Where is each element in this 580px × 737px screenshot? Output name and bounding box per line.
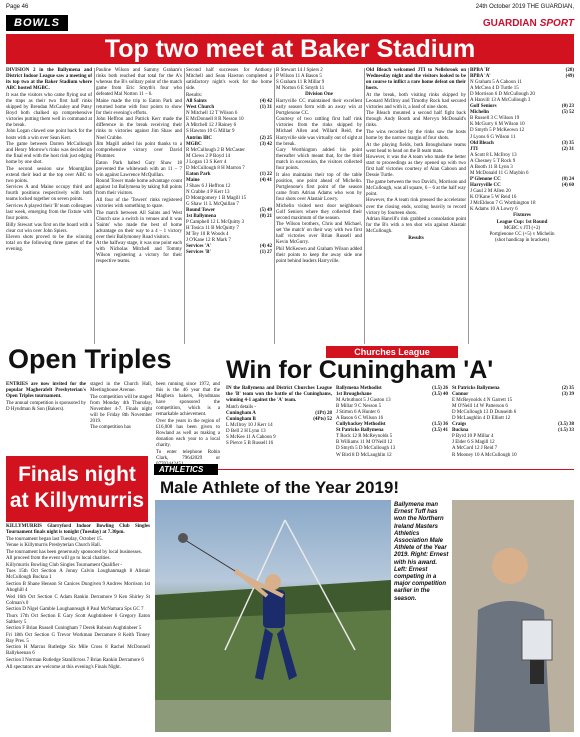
article-paragraph: Services A and Maine occupy third and fourth positions respectively with both teams locked together on seven points.	[6, 185, 92, 203]
article-paragraph: Gary Worthington added his point thereafter which meant that, for the third match in succession, the visitors collected four points.	[276, 148, 362, 172]
column-rule	[94, 68, 95, 344]
fixtures-label: Fixtures	[513, 213, 531, 219]
rink-score-line: A Scott 8 L McIlroy 13	[470, 152, 517, 158]
article-paragraph: To enter telephone Robin Clark, 79642029 or	[156, 449, 220, 461]
brand-sport: SPORT	[539, 17, 574, 29]
article-paragraph: Section D Nigel Gamble Loughanreagh 8 Paul McNamara Sps GC 7	[6, 607, 144, 613]
rink-score-line: D Montgomery 1 B Magill 15	[186, 195, 247, 201]
fixture-line: (shot handicap in brackets)	[494, 238, 549, 244]
article-paragraph: Courtesy of two rattling first half rink victories from the rinks skipped by Michael Allen and Willard Reid, the Harryville side was virtually out of sight at the break.	[276, 117, 362, 147]
headline-top-two: Top two meet at Baker Stadium	[6, 34, 574, 64]
team-score: (2) 31	[561, 146, 574, 152]
team-name: BPBA 'A'	[470, 74, 491, 80]
rink-score-line: G Shaw 11 L McQuillan 7	[186, 202, 239, 208]
rink-score-line: B Stewart 14 J Spiers 2	[276, 68, 323, 73]
article-paragraph: Phil McKeown and Graham Wilson added their points to keep the away side one point behind leaders Harryville.	[276, 246, 362, 264]
article-paragraph: Eleven shots proved to be the winning total on the following three games of the evening.	[6, 235, 92, 253]
masthead-brand	[483, 18, 574, 29]
article-paragraph: At the break, both visiting rinks skipped by Leonard McIlroy and Timothy Rock had secured victories and with it, a lead of nine shots.	[366, 92, 466, 110]
results-label: Results:	[186, 92, 203, 98]
headline-male-athlete: Male Athlete of the Year 2019!	[160, 478, 400, 497]
photo-caption: Ballymena man Ernest Tuff has won the Northern Ireland Masters Athletics Association Male Athlete of the Year 2019. Right: Ernest with his award. Left: Ernest competing in a major competition earlier in the season.	[394, 502, 449, 602]
rink-score-line: J Elder 6 S Magill 12	[452, 440, 495, 446]
rink-score-line: J Logan 13 S Kerr 4	[186, 159, 227, 165]
team-name: St Patricks Ballymena	[336, 428, 384, 434]
team-score: (1) 27	[259, 250, 272, 256]
article-paragraph: The game between Darren McCullough and Henry Morrow's rinks was decided on the final end with the host rink just edging home by one shot.	[6, 142, 92, 166]
team-score: (3.5) 41	[432, 428, 448, 434]
rink-score-line: J Gaul 2 M Allen 20	[470, 188, 511, 194]
team-name: St Patricks Ballymena	[452, 386, 500, 391]
issue-date: 24th October 2019 THE GUARDIAN,	[475, 4, 574, 10]
article-paragraph: All proceed from the event will go to local charities.	[6, 556, 111, 562]
team-name: All Saints	[186, 99, 207, 105]
article-paragraph: Second half successes for Anthony Mitchell and Sean Hawton completed a satisfactory night's work for the home side.	[186, 68, 272, 92]
article-paragraph: The tournament began last Tuesday, October 15.	[6, 536, 103, 542]
rink-score-line: J O'Kane 12 R Mark 7	[186, 238, 231, 244]
article-col-1	[6, 68, 92, 344]
team-score: (3) 39	[561, 392, 574, 398]
team-score: (1) 31	[259, 105, 272, 111]
article-paragraph: Jim Magill added his point thanks to a comprehensive victory over David Plummer.	[96, 142, 182, 160]
rink-score-line: D Smyth 5 D McCullough 13	[336, 446, 396, 452]
team-name: Cuningham B	[226, 417, 256, 423]
rink-score-line: K Adams 10 A Lowry 6	[470, 207, 518, 213]
column-rule	[468, 68, 469, 344]
rink-score-line: A Chesney 5 T Rock 9	[470, 158, 516, 164]
rink-score-line: D McCullough 13 D Dunseith 6	[452, 410, 517, 416]
result-team-row	[186, 250, 272, 256]
article-paragraph: Billy Stewart was first on the board with a clear cut win over John Spiers.	[6, 222, 92, 234]
rink-score-line: A McCrea 4 D Turtle 15	[470, 86, 519, 92]
rink-score-line: D Morrison 6 D McCullough 20	[470, 92, 535, 98]
team-score: (28)	[565, 68, 574, 73]
article-paragraph: DIVISION 2 in the Ballymena and District Indoor League saw a meeting of its top two at the Baker Stadium where ABC hosted MGBC.	[6, 68, 92, 92]
rink-score-line: A McCord 12 J Reid 7	[452, 446, 498, 452]
rink-score-line: M O'Neill 14 W Patterson 6	[452, 404, 508, 410]
team-name: Antrim IBC	[186, 135, 212, 141]
article-col-4	[276, 68, 362, 344]
team-score: (1) 22	[259, 171, 272, 177]
team-name: Buckna	[452, 428, 469, 434]
article-paragraph: All four of the 'Towers' rinks registered victories with something to spare.	[96, 197, 182, 210]
article-paragraph: Section H Marcus Rutledge Six Mile Cross 8 Rachel McDonnell Ballykeenan 6	[6, 645, 150, 657]
article-paragraph: Over the years in the region of £16,000 has been given to Rowland as well as making a donation each year to a local charity.	[156, 418, 220, 448]
article-col-3-results	[186, 68, 272, 344]
page-number: Page 46	[6, 4, 29, 10]
team-name: Connor	[452, 392, 469, 398]
team-score: (5) 49	[259, 208, 272, 214]
team-name: West Church	[186, 105, 215, 111]
article-paragraph: John Heffron and Patrick Kerr made the difference in the break receiving their rinks to victories against Jim Shaw and Noel Crabbe.	[96, 117, 182, 141]
team-name: Services 'B'	[186, 250, 211, 256]
rink-score-line: S Graham 11 R Millar 9	[276, 80, 325, 86]
article-col-5	[366, 68, 466, 344]
rink-score-line: N Mitchell 12 T Wilson 6	[186, 111, 238, 117]
article-paragraph: Tues 15th Oct Section A Jonny Calvin Loughanmagh 8 Alistair McCullough Buckna 1	[6, 569, 150, 581]
team-name: Harryville CC	[470, 182, 501, 188]
team-score: (4) 42	[259, 99, 272, 105]
rink-score-line: R Mooney 10 A McCullough 10	[452, 452, 517, 458]
team-score: (0) 23	[561, 104, 574, 110]
rink-score-line: S Pierce 5 B Russell 16	[226, 441, 274, 447]
article-paragraph: Pauline Wilson and Sammy Graham's rinks both reached that total for the A's whereas the B's solitary point of the match game from Eric Smyth's four who defeated Mal Norton 11 – 6.	[96, 68, 182, 98]
headline-win-for-cuningham: Win for Cuningham 'A'	[226, 356, 494, 384]
team-name: Cuningham A	[226, 411, 256, 417]
rink-score-line: D Bell 2 H Lynn 13	[226, 429, 266, 435]
article-paragraph: been running since 1972, and this is the 46 year that the Maghera bakers, Hyndmans have sponsored the competition, which is a remarkable achievement.	[156, 382, 220, 418]
team-score: (4) 60	[561, 182, 574, 188]
results-label: Results	[408, 235, 424, 241]
team-name: Eaton Park	[186, 171, 211, 177]
article-paragraph: Services A played their 'B' team colleagues last week, emerging from the fixture with four points.	[6, 204, 92, 222]
rink-score-line: D McLaughlin 4 D Elliott 12	[452, 416, 511, 422]
team-name: 1st Ballymena	[186, 214, 217, 220]
rink-score-line: A Booth 11 B Lynn 3	[470, 164, 513, 170]
open-triples-col-2	[90, 382, 152, 454]
team-name: MGBC	[186, 141, 202, 147]
article-col-6-results	[470, 68, 574, 344]
article-paragraph: The match between All Saints and West Church saw a switch in venues and it was 'Saints' who made the best of home advantage on their way to a 4 – 1 victory over their Ballymoney Road visitors.	[96, 210, 182, 240]
article-paragraph: KILLYMURRIS Glarryford Indoor Bowling Club Singles Tournament finals night is tonight (Tuesday) at 7.30pm.	[6, 524, 150, 536]
team-score: (3) 42	[259, 141, 272, 147]
page-header	[6, 2, 574, 12]
team-name: Ballymena Methodist	[336, 386, 382, 391]
rink-score-line: J Shaw 6 J Heffron 12	[186, 183, 231, 189]
division-heading: Division One	[305, 92, 333, 98]
team-score: (4) 42	[259, 244, 272, 250]
team-name: Old Bleach	[470, 140, 494, 146]
churches-col-2	[336, 386, 448, 462]
rink-score-line: J Stirton 6 A Hunter 6	[336, 410, 380, 416]
churches-col-1	[226, 386, 332, 462]
team-name: Michelin	[470, 110, 489, 116]
rink-score-line: K O'Kane 5 W Reid 16	[470, 194, 517, 200]
team-name: 1st Broughshane	[336, 392, 372, 398]
rink-score-line: P Campbell 12 L McQuitty 3	[186, 220, 245, 226]
team-score: (49)	[565, 74, 574, 80]
rink-score-line: E McDonnell 8 R Nesson 10	[186, 117, 244, 123]
rink-score-line: J Lyons 6 G Wilson 11	[470, 134, 516, 140]
athlete-competition-photo	[155, 500, 391, 732]
section-tag-churches-league: Churches League	[326, 346, 458, 358]
article-paragraph: Maine made the trip to Eaton Park and returned home with four points to show for their evening's efforts.	[96, 98, 182, 116]
section-bar	[6, 14, 574, 32]
headline-finals-night: Finals night at Killymurris	[6, 456, 148, 522]
column-rule	[274, 68, 275, 344]
section-tag-athletics: ATHLETICS	[154, 464, 218, 475]
rink-score-line: R McCullough 2 B McCaster	[186, 147, 245, 153]
rink-score-line: M Norton 6 E Smyth 11	[276, 86, 325, 92]
team-score: (3) 35	[561, 140, 574, 146]
team-name: Maine	[186, 177, 200, 183]
team-name: Services 'A'	[186, 244, 212, 250]
rink-score-line: H Tosica 11 B McQuitty 7	[186, 226, 239, 232]
rink-score-line: D McCullough 8 H Marron 7	[186, 165, 245, 171]
athlete-with-award-illustration	[452, 500, 574, 732]
team-name: Cullybackey Methodist	[336, 422, 386, 428]
team-score: (3.5) 40	[432, 392, 448, 398]
fixture-line: MGBC v JTI (+2)	[503, 226, 541, 232]
article-paragraph: Section I Norman Rutledge Stanillcross 7 Brian Rankin Derramore 6	[6, 657, 144, 663]
rink-score-line: B Millar 9 C Nesson 5	[336, 404, 382, 410]
rink-score-line: S McKee 11 A Cahoon 9	[226, 435, 276, 441]
team-score: (2) 25	[259, 135, 272, 141]
article-paragraph: Section B Shane Henson St Canices Dungiven 9 Andrew Morrison 1st Ahoghill 4	[6, 581, 150, 593]
rink-score-line: N Crabbe 4 P Kerr 13	[186, 189, 230, 195]
rink-score-line: M McDonald 11 G Maybin 6	[470, 170, 529, 176]
rink-score-line: A Hanvill 13 A McCullough 3	[470, 98, 531, 104]
article-paragraph: Thurs 17th Oct Section E Gary Scott Aughtinbeer 6 Gregory Eaton Saltkery 5	[6, 613, 150, 625]
article-paragraph: The Wilson brothers, Chris and Michael, set 'the match' on their way with two first half victories over Brian Russell and Kevin McGurry.	[276, 222, 362, 246]
article-paragraph: The wins recorded by the rinks saw the hosts home by the narrow margin of four shots.	[366, 129, 466, 142]
athlete-award-photo	[452, 500, 574, 732]
article-paragraph: At the playing fields, both Broughshane teams went head to head on the B team mats.	[366, 142, 466, 154]
article-paragraph: Wed 16th Oct Section C Adam Rankin Derramore 9 Ken Shirley St Colman's 0	[6, 594, 150, 606]
article-paragraph: The game between the two David's, Morrison and McCullough, was all square, 6 – 6 at the half way point.	[366, 179, 466, 197]
team-name: BPBA 'B'	[470, 68, 491, 73]
article-paragraph: Adrian Hanvill's rink grabbed a consolation point for the B's with a ten shot win against Alastair McCullough.	[366, 217, 466, 235]
section-tag-bowls: BOWLS	[6, 15, 68, 31]
article-col-2	[96, 68, 182, 344]
rink-score-line: B Russell 3 C Wilson 19	[470, 116, 520, 122]
rink-score-line: M Clews 2 P Boyd 14	[186, 153, 231, 159]
headline-open-triples: Open Triples	[8, 344, 172, 374]
article-paragraph: The competition will be staged from Monday 4th Thursday, November 4-7. Finals night will be Friday 8th November 2019.	[90, 394, 152, 424]
team-score: (5) 52	[561, 110, 574, 116]
team-name: Craigs	[452, 422, 467, 428]
article-paragraph: All spectators are welcome at this evening's Finals Night.	[6, 664, 121, 670]
column-rule	[364, 68, 365, 344]
team-score: (2) 35	[561, 386, 574, 391]
article-paragraph: The tournament has been generously sponsored by local businesses.	[6, 549, 142, 555]
article-paragraph: Old Bleach welcomed JTI to Nellsbrook on Wednesday night and the visitors looked to be on course to inflict a rare home defeat on their hosts.	[366, 68, 466, 92]
rink-score-line: P Byrd 10 P Millar 4	[452, 434, 494, 440]
team-score: (3.5) 38	[558, 422, 574, 428]
article-paragraph: The Bleach mounted a second half fight back through Andy Booth and Mervyn McDonald's rinks.	[366, 111, 466, 129]
team-name: Golf Seniors	[470, 104, 497, 110]
hammer-thrower-illustration	[155, 500, 391, 732]
article-paragraph: Michelin visited next door neighbours Golf Seniors where they collected their second maximum of the season.	[276, 203, 362, 221]
team-score: (1.5) 36	[432, 422, 448, 428]
fixture-line: Portglenone CC (+5) v Michelin	[489, 232, 555, 238]
rink-score-line: K McGurry 6 M Wilson 10	[470, 122, 525, 128]
rink-score-line: S Hawton 10 G Millar 9	[186, 129, 235, 135]
article-paragraph: Venue is Killymurris Presbyterian Church Hall.	[6, 543, 101, 549]
article-paragraph: ENTRIES are now invited for the popular Magherafelt Presbyterian's Open Triples tournament.	[6, 382, 86, 400]
team-score: (4Pts) 52	[313, 417, 332, 423]
article-paragraph: Harryville CC maintained their excellent early season form with an away win at Portglenone CC.	[276, 98, 362, 116]
rink-score-line: A Bason 6 C Wilson 16	[336, 416, 384, 422]
team-score: (1Pt) 28	[315, 411, 332, 417]
open-triples-col-1	[6, 382, 86, 454]
rink-score-line: D Smyth 5 P McKeown 12	[470, 128, 525, 134]
brand-guardian: GUARDIAN	[482, 17, 537, 29]
rink-score-line: M Tey 10 R Woods 4	[186, 232, 229, 238]
article-paragraph: However, it was the A team who made the better start to proceedings as they opened up with two first half victories courtesy of Alan Cahoon and Dessie Turtle.	[366, 155, 466, 179]
rink-score-line: E McReynolds 4 N Garrett 15	[452, 398, 513, 404]
match-details-label: Match details -	[226, 404, 256, 410]
article-paragraph: It also maintains their top of the table position, one point ahead of Michelin. Portglenone's first point of the season came from Adrian Adams who won by four shots over Alastair Lowry.	[276, 172, 362, 202]
article-paragraph: John Logan clawed one point back for the hosts with a win over Sean Kerr.	[6, 129, 92, 141]
team-score: (1.5) 26	[432, 386, 448, 391]
finals-article	[6, 524, 150, 734]
article-paragraph: The second session saw Mountgilan extend their lead at the top over ABC to two points.	[6, 166, 92, 184]
open-triples-col-3	[156, 382, 220, 462]
team-name: Round Tower	[186, 208, 216, 214]
article-paragraph: At the halfway stage, it was one point each with Nicholas Mitchell and Tommy Wilson registering a victory for their respective teams.	[96, 241, 182, 265]
article-paragraph: Killymurris Bowling Club Singles Tournament Qualifier -	[6, 562, 123, 568]
churches-col-3	[452, 386, 574, 462]
team-score: (1.5) 33	[558, 428, 574, 434]
section-rule	[218, 469, 574, 470]
cup-label: League Cup: 1st Round	[496, 219, 548, 225]
article-paragraph: It was the visitors who came flying out of the traps as their two first half rinks skipped by Brendan McCauley and Patsy Boyd both chalked up comprehensive victories putting them well in command at the break.	[6, 92, 92, 128]
rink-score-line: L McIlroy 10 J Kerr 14	[226, 423, 273, 429]
team-name: P'Glenone CC	[470, 176, 501, 182]
rink-score-line: T Rock 12 R McReynolds 5	[336, 434, 393, 440]
article-paragraph: Fri 18th Oct Section G Trevor Workman Derramore 8 Keith Tinney Ray Pres. 5	[6, 632, 150, 644]
article-paragraph: Eaton Park halted Gary Shaw 18 prevented the whitewash with an 11 – 7 win against Lawrence McQuillan.	[96, 160, 182, 178]
rink-score-line: P Wilson 11 A Bason 5	[276, 74, 322, 80]
team-score: (4) 41	[259, 177, 272, 183]
rink-score-line: N Graham 5 A Cahoon 11	[470, 80, 522, 86]
article-paragraph: Round Tower made home advantage count against 1st Ballymena by taking full points from their visitors.	[96, 179, 182, 197]
article-paragraph: The annual competition is sponsored by D Hyndman & Son (Bakers).	[6, 400, 86, 412]
rink-score-line: A Mitchell 12 J Rainey 6	[186, 123, 237, 129]
rink-score-line: J McEldoon 7 G Worthington 18	[470, 201, 536, 207]
article-paragraph: IN the Ballymena and District Churches League the 'B' team won the battle of the Cuninghams, winning 4-1 against the 'A' team.	[226, 386, 332, 404]
article-paragraph: However, the A team rink pressed the accelerator over the closing ends, scoring heavily to record victory by fourteen shots.	[366, 198, 466, 216]
column-rule	[184, 68, 185, 344]
team-score: (0) 24	[561, 176, 574, 182]
rink-score-line: B Williams 11 M O'Neill 12	[336, 440, 393, 446]
article-paragraph: The competition has	[90, 425, 131, 431]
article-paragraph: staged in the Church Hall, Meetinghouse Avenue.	[90, 382, 152, 394]
team-name: JTI	[470, 146, 478, 152]
rink-score-line: W Bird 8 D McLaughlin 12	[336, 452, 392, 458]
article-paragraph: Section F Brian Russell Cuningham 7 Derek Robson Aughtinbeer 5	[6, 626, 142, 632]
team-score: (0) 21	[259, 214, 272, 220]
rink-score-line: M Arbuthnot 5 J Gaston 13	[336, 398, 391, 404]
